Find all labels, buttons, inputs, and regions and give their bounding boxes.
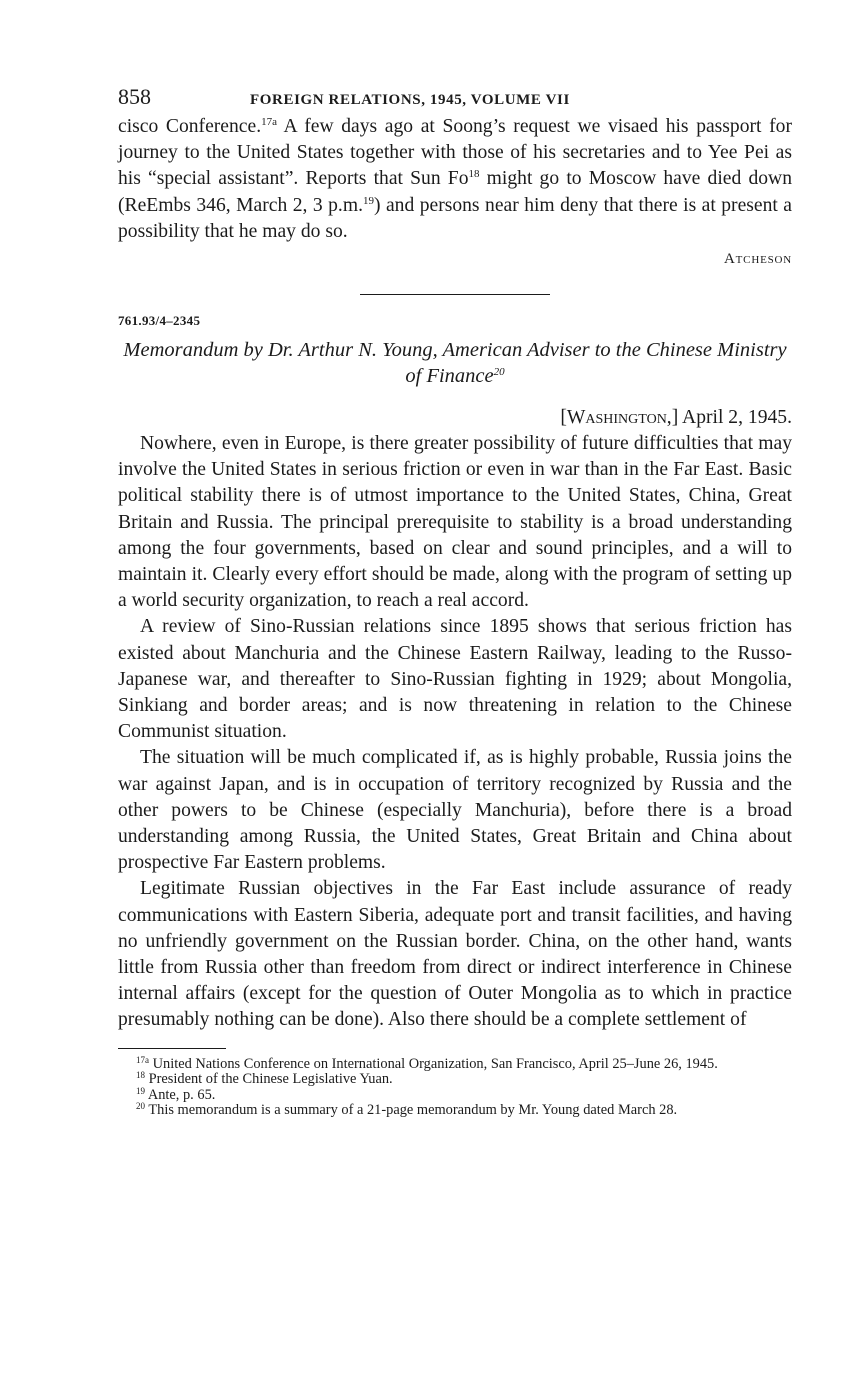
footnote-mark: 18 <box>136 1070 145 1081</box>
signature: Atcheson <box>724 251 792 268</box>
dateline-place: [Washington,] <box>560 407 679 429</box>
text-segment: cisco Conference. <box>118 116 262 137</box>
running-head: FOREIGN RELATIONS, 1945, VOLUME VII <box>250 92 570 108</box>
paragraph: A review of Sino-Russian relations since 1895 shows that serious friction has existed about Manchuria and the Chinese Eastern Railway, leading to the Russo-Japanese war, and thereafter to Sino-Russian fighting in 1929; about Mongolia, Sinkiang and border areas; and is now threatening in relation to the Chinese Communist situation. <box>118 616 792 743</box>
footnote-ref: 18 <box>468 168 480 181</box>
document-page <box>118 84 792 1118</box>
page-number: 858 <box>118 84 151 109</box>
page-header <box>118 84 792 114</box>
footnote-ref: 20 <box>493 366 505 379</box>
section-divider <box>360 294 550 295</box>
footnotes <box>118 1054 792 1119</box>
dateline-date: April 2, 1945. <box>678 407 792 429</box>
footnote <box>118 1100 792 1118</box>
memo-body <box>118 431 792 1034</box>
text-segment: A few days ago at Soong’s request we visaed his passport for journey to the United States together with those of his secretaries and to Yee Pei as his “special assistant”. Reports that Sun Fo <box>118 116 792 190</box>
footnote-text: This memorandum is a summary of a 21-page memorandum by Mr. Young dated March 28. <box>148 1101 678 1118</box>
footnote-ref: 17a <box>261 116 277 128</box>
footnote-mark: 20 <box>136 1100 145 1111</box>
title-text: Memorandum by Dr. Arthur N. Young, American Adviser to the Chinese Ministry of Finance <box>123 339 787 388</box>
footnote-mark: 19 <box>136 1085 145 1096</box>
footnote-text: Ante, p. 65. <box>147 1086 216 1103</box>
dateline <box>118 405 792 431</box>
footnote-divider <box>118 1048 226 1049</box>
document-title <box>118 337 792 389</box>
previous-document-closing <box>118 114 792 245</box>
footnote <box>118 1085 792 1103</box>
footnote-mark: 17a <box>136 1054 149 1065</box>
paragraph: Legitimate Russian objectives in the Far East include assurance of ready communications with Eastern Siberia, adequate port and transit facilities, and having no unfriendly government on the Russian border. China, on the other hand, wants little from Russia other than freedom from direct or indirect interference in Chinese internal affairs (except for the question of Outer Mongolia as to which in practice presumably nothing can be done). Also there should be a complete settlement of <box>118 878 792 1031</box>
footnote <box>118 1054 792 1072</box>
footnote-text: United Nations Conference on International Organization, San Francisco, April 25–June 26, 1945. <box>152 1055 718 1072</box>
paragraph: The situation will be much complicated if, as is highly probable, Russia joins the war against Japan, and is in occupation of territory recognized by Russia and the other powers to be Chinese (especially Manchuria), before there is a broad understanding among Russia, the United States, Great Britain and China about prospective Far Eastern problems. <box>118 747 792 874</box>
footnote-ref: 19 <box>362 194 374 207</box>
text-segment: ) and persons near him deny that there is at present a possibility that he may do so. <box>118 194 792 242</box>
footnote <box>118 1072 792 1087</box>
paragraph: Nowhere, even in Europe, is there greater possibility of future difficulties that may involve the United States in serious friction or even in war than in the Far East. Basic political stability there is of utmost importance to the United States, China, Great Britain and Russia. The principal prerequisite to stability is a broad understanding among the four governments, based on clear and sound principles, and a will to maintain it. Clearly every effort should be made, along with the program of setting up a world security organization, to reach a real accord. <box>118 433 792 612</box>
file-number: 761.93/4–2345 <box>118 313 201 329</box>
text-segment: might go to Moscow have died down (ReEmbs 346, March 2, 3 p.m. <box>118 168 792 216</box>
footnote-text: President of the Chinese Legislative Yuan. <box>148 1071 393 1088</box>
